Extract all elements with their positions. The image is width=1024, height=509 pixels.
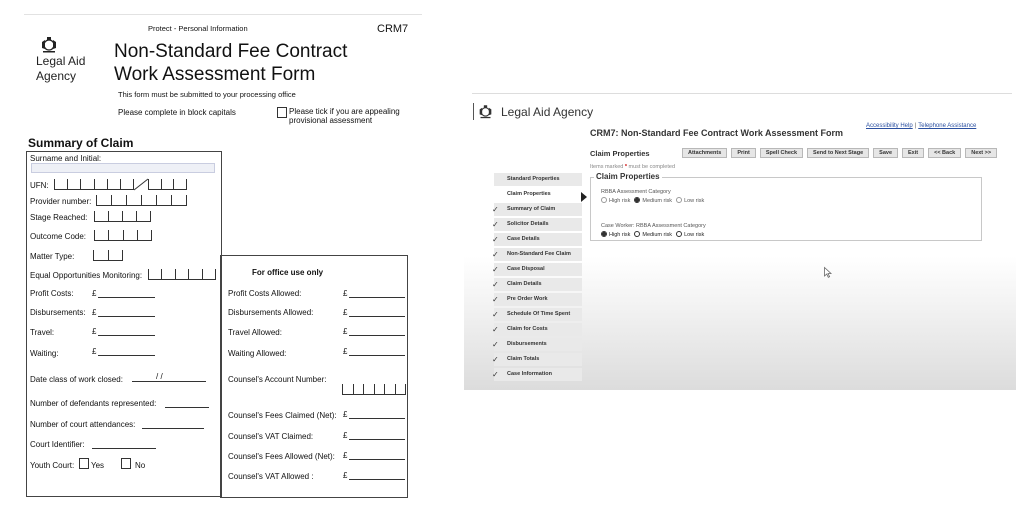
divider <box>472 93 1012 94</box>
required-note-prefix: Items marked <box>590 164 624 170</box>
agency-name <box>36 54 85 84</box>
nav-item-label: Disbursements <box>507 341 547 347</box>
appeal-checkbox[interactable] <box>277 107 287 118</box>
link-separator: | <box>914 123 917 129</box>
checkmark-icon: ✓ <box>492 280 499 289</box>
nav-item-case-information[interactable] <box>494 368 582 381</box>
profit-costs-allowed-label: Profit Costs Allowed: <box>228 289 302 298</box>
accessibility-help-link[interactable]: Accessibility Help <box>866 123 913 129</box>
court-identifier-field[interactable] <box>92 448 156 449</box>
travel-allowed-label: Travel Allowed: <box>228 328 282 337</box>
radio-button-icon[interactable] <box>601 197 607 203</box>
radio-label: Medium risk <box>642 232 673 238</box>
nav-item-standard-properties[interactable] <box>494 173 582 186</box>
office-use-heading: For office use only <box>252 268 324 277</box>
header-links <box>866 123 976 129</box>
royal-crest-icon <box>478 104 493 119</box>
checkmark-icon: ✓ <box>492 355 499 364</box>
counsel-vat-allowed-field[interactable] <box>349 479 405 480</box>
brand-divider <box>473 103 474 120</box>
checkmark-icon: ✓ <box>492 295 499 304</box>
profit-costs-field[interactable] <box>98 297 155 298</box>
form-title-line1: Non-Standard Fee Contract <box>114 41 348 62</box>
nav-item-label: Pre Order Work <box>507 296 548 302</box>
profit-costs-label: Profit Costs: <box>30 289 74 298</box>
caseworker-category-options <box>601 231 704 238</box>
radio-button-icon[interactable] <box>676 231 682 237</box>
send-next-stage-button[interactable]: Send to Next Stage <box>807 148 869 158</box>
defendants-field[interactable] <box>165 407 209 408</box>
brand-name: Legal Aid Agency <box>501 105 594 119</box>
youth-court-no-label: No <box>135 461 146 470</box>
profit-costs-currency: £ <box>92 289 97 298</box>
nav-item-label: Summary of Claim <box>507 206 556 212</box>
equal-opps-label: Equal Opportunities Monitoring: <box>30 271 143 280</box>
nav-item-summary-of-claim[interactable] <box>494 203 582 216</box>
disbursements-allowed-label: Disbursements Allowed: <box>228 308 314 317</box>
radio-label: High risk <box>609 198 631 204</box>
profit-costs-allowed-field[interactable] <box>349 297 405 298</box>
radio-button-icon[interactable] <box>634 231 640 237</box>
radio-button-icon[interactable] <box>634 197 640 203</box>
page-title: CRM7: Non-Standard Fee Contract Work Assessment Form <box>590 128 844 138</box>
surname-field[interactable] <box>31 163 215 173</box>
print-button[interactable]: Print <box>731 148 756 158</box>
radio-button-icon[interactable] <box>601 231 607 237</box>
counsel-fees-allowed-currency: £ <box>343 451 348 460</box>
defendants-label: Number of defendants represented: <box>30 399 157 408</box>
travel-label: Travel: <box>30 328 55 337</box>
telephone-assistance-link[interactable]: Telephone Assistance <box>918 123 977 129</box>
spell-check-button[interactable]: Spell Check <box>760 148 803 158</box>
mouse-pointer-icon <box>824 267 832 278</box>
radio-label: Medium risk <box>642 198 673 204</box>
paper-form <box>24 14 422 500</box>
appeal-note: Please tick if you are appealing provisional assessment <box>289 107 400 125</box>
nav-item-label: Schedule Of Time Spent <box>507 311 571 317</box>
waiting-currency: £ <box>92 347 97 356</box>
youth-court-yes-checkbox[interactable] <box>79 458 89 469</box>
waiting-allowed-currency: £ <box>343 347 348 356</box>
counsel-account-cells[interactable] <box>342 384 406 395</box>
disbursements-field[interactable] <box>98 316 155 317</box>
nav-item-case-details[interactable] <box>494 233 582 246</box>
counsel-fees-claimed-label: Counsel's Fees Claimed (Net): <box>228 411 337 420</box>
nav-item-pre-order-work[interactable] <box>494 293 582 306</box>
stage-reached-cells[interactable] <box>94 211 151 222</box>
required-note <box>590 164 675 170</box>
outcome-code-cells[interactable] <box>94 230 152 241</box>
checkmark-icon: ✓ <box>492 220 499 229</box>
counsel-fees-allowed-label: Counsel's Fees Allowed (Net): <box>228 452 335 461</box>
ufn-number-cells[interactable] <box>148 179 187 190</box>
agency-name-line1: Legal Aid <box>36 54 86 68</box>
summary-heading: Summary of Claim <box>28 136 134 150</box>
radio-medium-risk[interactable] <box>634 231 672 238</box>
divider <box>24 14 422 15</box>
checkmark-icon: ✓ <box>492 340 499 349</box>
waiting-allowed-field[interactable] <box>349 355 405 356</box>
checkmark-icon: ✓ <box>492 205 499 214</box>
caseworker-category-label: Case Worker: RBBA Assessment Category <box>601 223 706 229</box>
rbba-category-label: RBBA Assessment Category <box>601 189 671 195</box>
royal-crest-icon <box>40 36 58 53</box>
counsel-vat-claimed-field[interactable] <box>349 439 405 440</box>
section-title: Claim Properties <box>590 149 650 158</box>
checkmark-icon: ✓ <box>492 265 499 274</box>
date-separators: / / <box>156 372 163 381</box>
next-button[interactable]: Next >> <box>965 148 997 158</box>
checkmark-icon: ✓ <box>492 310 499 319</box>
nav-item-claim-totals[interactable] <box>494 353 582 366</box>
counsel-fees-claimed-field[interactable] <box>349 418 405 419</box>
surname-label: Surname and Initial: <box>30 154 102 163</box>
counsel-vat-allowed-label: Counsel's VAT Allowed : <box>228 472 314 481</box>
radio-label: High risk <box>609 232 631 238</box>
save-button[interactable]: Save <box>873 148 898 158</box>
submit-note: This form must be submitted to your processing office <box>118 90 296 99</box>
nav-item-label: Case Disposal <box>507 266 545 272</box>
outcome-code-label: Outcome Code: <box>30 232 87 241</box>
nav-item-claim-details[interactable] <box>494 278 582 291</box>
attachments-button[interactable]: Attachments <box>682 148 727 158</box>
waiting-allowed-label: Waiting Allowed: <box>228 349 287 358</box>
waiting-label: Waiting: <box>30 349 59 358</box>
agency-name-line2: Agency <box>36 69 77 83</box>
ufn-label: UFN: <box>30 181 49 190</box>
provider-number-label: Provider number: <box>30 197 92 206</box>
radio-button-icon[interactable] <box>676 197 682 203</box>
exit-button[interactable]: Exit <box>902 148 924 158</box>
nav-item-label: Solicitor Details <box>507 221 549 227</box>
section-nav <box>494 173 582 383</box>
equal-opps-cells[interactable] <box>148 269 216 280</box>
youth-court-yes-label: Yes <box>91 461 105 470</box>
nav-item-claim-properties[interactable] <box>494 188 582 201</box>
matter-type-cells[interactable] <box>93 250 123 261</box>
travel-allowed-currency: £ <box>343 327 348 336</box>
fieldset-legend: Claim Properties <box>596 172 660 181</box>
radio-high-risk[interactable] <box>601 197 630 204</box>
profit-costs-allowed-currency: £ <box>343 289 348 298</box>
nav-item-solicitor-details[interactable] <box>494 218 582 231</box>
nav-item-case-disposal[interactable] <box>494 263 582 276</box>
nav-item-label: Claim Details <box>507 281 542 287</box>
court-identifier-label: Court Identifier: <box>30 440 85 449</box>
disbursements-label: Disbursements: <box>30 308 86 317</box>
toolbar <box>682 148 997 158</box>
current-section-arrow-icon <box>581 192 587 202</box>
nav-item-label: Claim Totals <box>507 356 540 362</box>
nav-item-label: Case Details <box>507 236 540 242</box>
court-attendances-label: Number of court attendances: <box>30 420 136 429</box>
rbba-category-options <box>601 197 704 204</box>
nav-item-claim-for-costs[interactable] <box>494 323 582 336</box>
date-closed-field[interactable] <box>132 381 206 382</box>
youth-court-no-checkbox[interactable] <box>121 458 131 469</box>
nav-item-label: Standard Properties <box>507 176 560 182</box>
radio-low-risk[interactable] <box>676 231 704 238</box>
counsel-vat-claimed-currency: £ <box>343 431 348 440</box>
checkmark-icon: ✓ <box>492 370 499 379</box>
nav-item-label: Case Information <box>507 371 552 377</box>
disbursements-allowed-currency: £ <box>343 308 348 317</box>
block-capitals-note: Please complete in block capitals <box>118 108 236 117</box>
date-closed-label: Date class of work closed: <box>30 375 123 384</box>
travel-allowed-field[interactable] <box>349 335 405 336</box>
online-form-screen <box>464 93 1016 390</box>
counsel-fees-claimed-currency: £ <box>343 410 348 419</box>
travel-currency: £ <box>92 327 97 336</box>
back-button[interactable]: << Back <box>928 148 961 158</box>
protect-marking: Protect - Personal Information <box>148 24 248 33</box>
nav-item-label: Claim for Costs <box>507 326 548 332</box>
radio-label: Low risk <box>684 198 705 204</box>
radio-high-risk[interactable] <box>601 231 630 238</box>
stage-reached-label: Stage Reached: <box>30 213 88 222</box>
nav-item-disbursements[interactable] <box>494 338 582 351</box>
matter-type-label: Matter Type: <box>30 252 75 261</box>
provider-number-cells[interactable] <box>96 195 187 206</box>
required-star: * <box>624 164 627 170</box>
radio-label: Low risk <box>684 232 705 238</box>
form-code: CRM7 <box>377 23 409 35</box>
nav-item-label: Claim Properties <box>507 191 551 197</box>
counsel-vat-allowed-currency: £ <box>343 471 348 480</box>
counsel-fees-allowed-field[interactable] <box>349 459 405 460</box>
waiting-field[interactable] <box>98 355 155 356</box>
travel-field[interactable] <box>98 335 155 336</box>
checkmark-icon: ✓ <box>492 235 499 244</box>
required-note-suffix: must be completed <box>628 164 675 170</box>
radio-low-risk[interactable] <box>676 197 704 204</box>
form-title <box>114 40 347 86</box>
radio-medium-risk[interactable] <box>634 197 672 204</box>
ufn-date-cells[interactable] <box>54 179 134 190</box>
counsel-account-label: Counsel's Account Number: <box>228 375 327 384</box>
form-title-line2: Work Assessment Form <box>114 64 316 85</box>
nav-item-non-standard-fee-claim[interactable] <box>494 248 582 261</box>
counsel-vat-claimed-label: Counsel's VAT Claimed: <box>228 432 314 441</box>
ufn-slash <box>134 179 148 191</box>
checkmark-icon: ✓ <box>492 250 499 259</box>
checkmark-icon: ✓ <box>492 325 499 334</box>
nav-item-schedule-of-time-spent[interactable] <box>494 308 582 321</box>
nav-item-label: Non-Standard Fee Claim <box>507 251 571 257</box>
court-attendances-field[interactable] <box>142 428 204 429</box>
youth-court-label: Youth Court: <box>30 461 75 470</box>
disbursements-currency: £ <box>92 308 97 317</box>
disbursements-allowed-field[interactable] <box>349 316 405 317</box>
